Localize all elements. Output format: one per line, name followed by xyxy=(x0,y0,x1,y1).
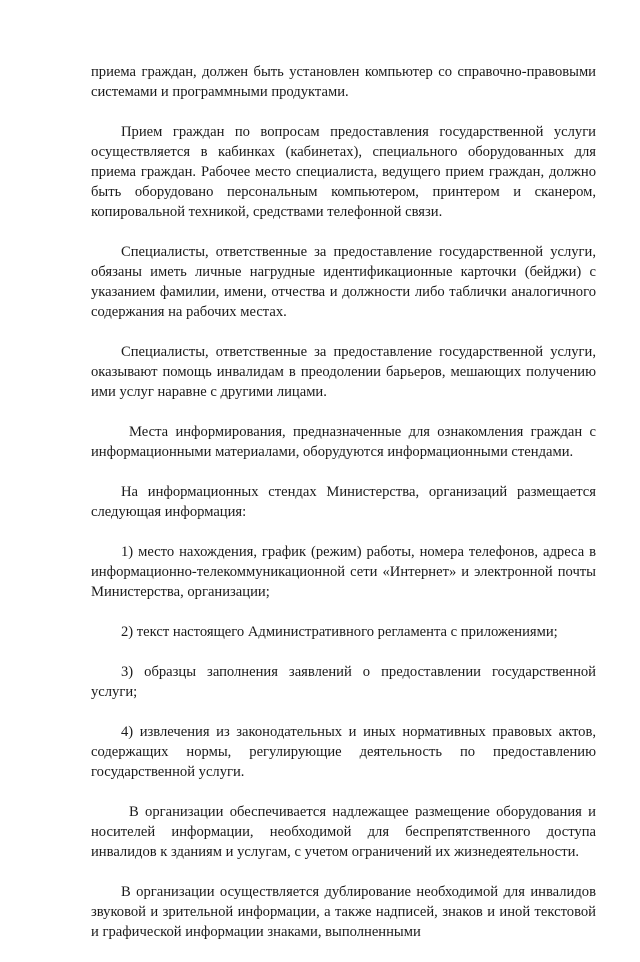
paragraph-stand-contents-intro: На информационных стендах Министерства, организаций размещается следующая информация: xyxy=(91,484,596,520)
paragraph-information-duplication: В организации осуществляется дублирование необходимой для инвалидов звуковой и зрительной информации, а также надписей, знаков и иной текстовой и графической информации знаками, выполненными xyxy=(91,884,596,940)
paragraph-continuation: приема граждан, должен быть установлен компьютер со справочно-правовыми системами и программными продуктами. xyxy=(91,64,596,100)
list-item-2: 2) текст настоящего Административного регламента с приложениями; xyxy=(121,624,558,640)
document-body xyxy=(91,62,596,962)
paragraph-disability-assistance: Специалисты, ответственные за предоставление государственной услуги, оказывают помощь инвалидам в преодолении барьеров, мешающих получению ими услуг наравне с другими лицами. xyxy=(91,344,596,400)
list-item-3: 3) образцы заполнения заявлений о предоставлении государственной услуги; xyxy=(91,664,596,700)
paragraph-reception-equipment: Прием граждан по вопросам предоставления государственной услуги осуществляется в кабинках (кабинетах), специального оборудованных для приема граждан. Рабочее место специалиста, ведущего прием граждан, должно быть оборудовано персональным компьютером, принтером и сканером, копировальной техникой, средствами телефонной связи. xyxy=(91,124,596,220)
list-item-1: 1) место нахождения, график (режим) работы, номера телефонов, адреса в информационно-телекоммуникационной сети «Интернет» и электронной почты Министерства, организации; xyxy=(91,544,596,600)
paragraph-accessibility-placement: В организации обеспечивается надлежащее размещение оборудования и носителей информации, необходимой для беспрепятственного доступа инвалидов к зданиям и услугам, с учетом ограничений их жизнедеятельности. xyxy=(91,804,596,860)
paragraph-information-stands: Места информирования, предназначенные для ознакомления граждан с информационными материалами, оборудуются информационными стендами. xyxy=(91,424,596,460)
list-item-4: 4) извлечения из законодательных и иных нормативных правовых актов, содержащих нормы, регулирующие деятельность по предоставлению государственной услуги. xyxy=(91,724,596,780)
paragraph-specialist-badges: Специалисты, ответственные за предоставление государственной услуги, обязаны иметь личные нагрудные идентификационные карточки (бейджи) с указанием фамилии, имени, отчества и должности либо таблички аналогичного содержания на рабочих местах. xyxy=(91,244,596,320)
